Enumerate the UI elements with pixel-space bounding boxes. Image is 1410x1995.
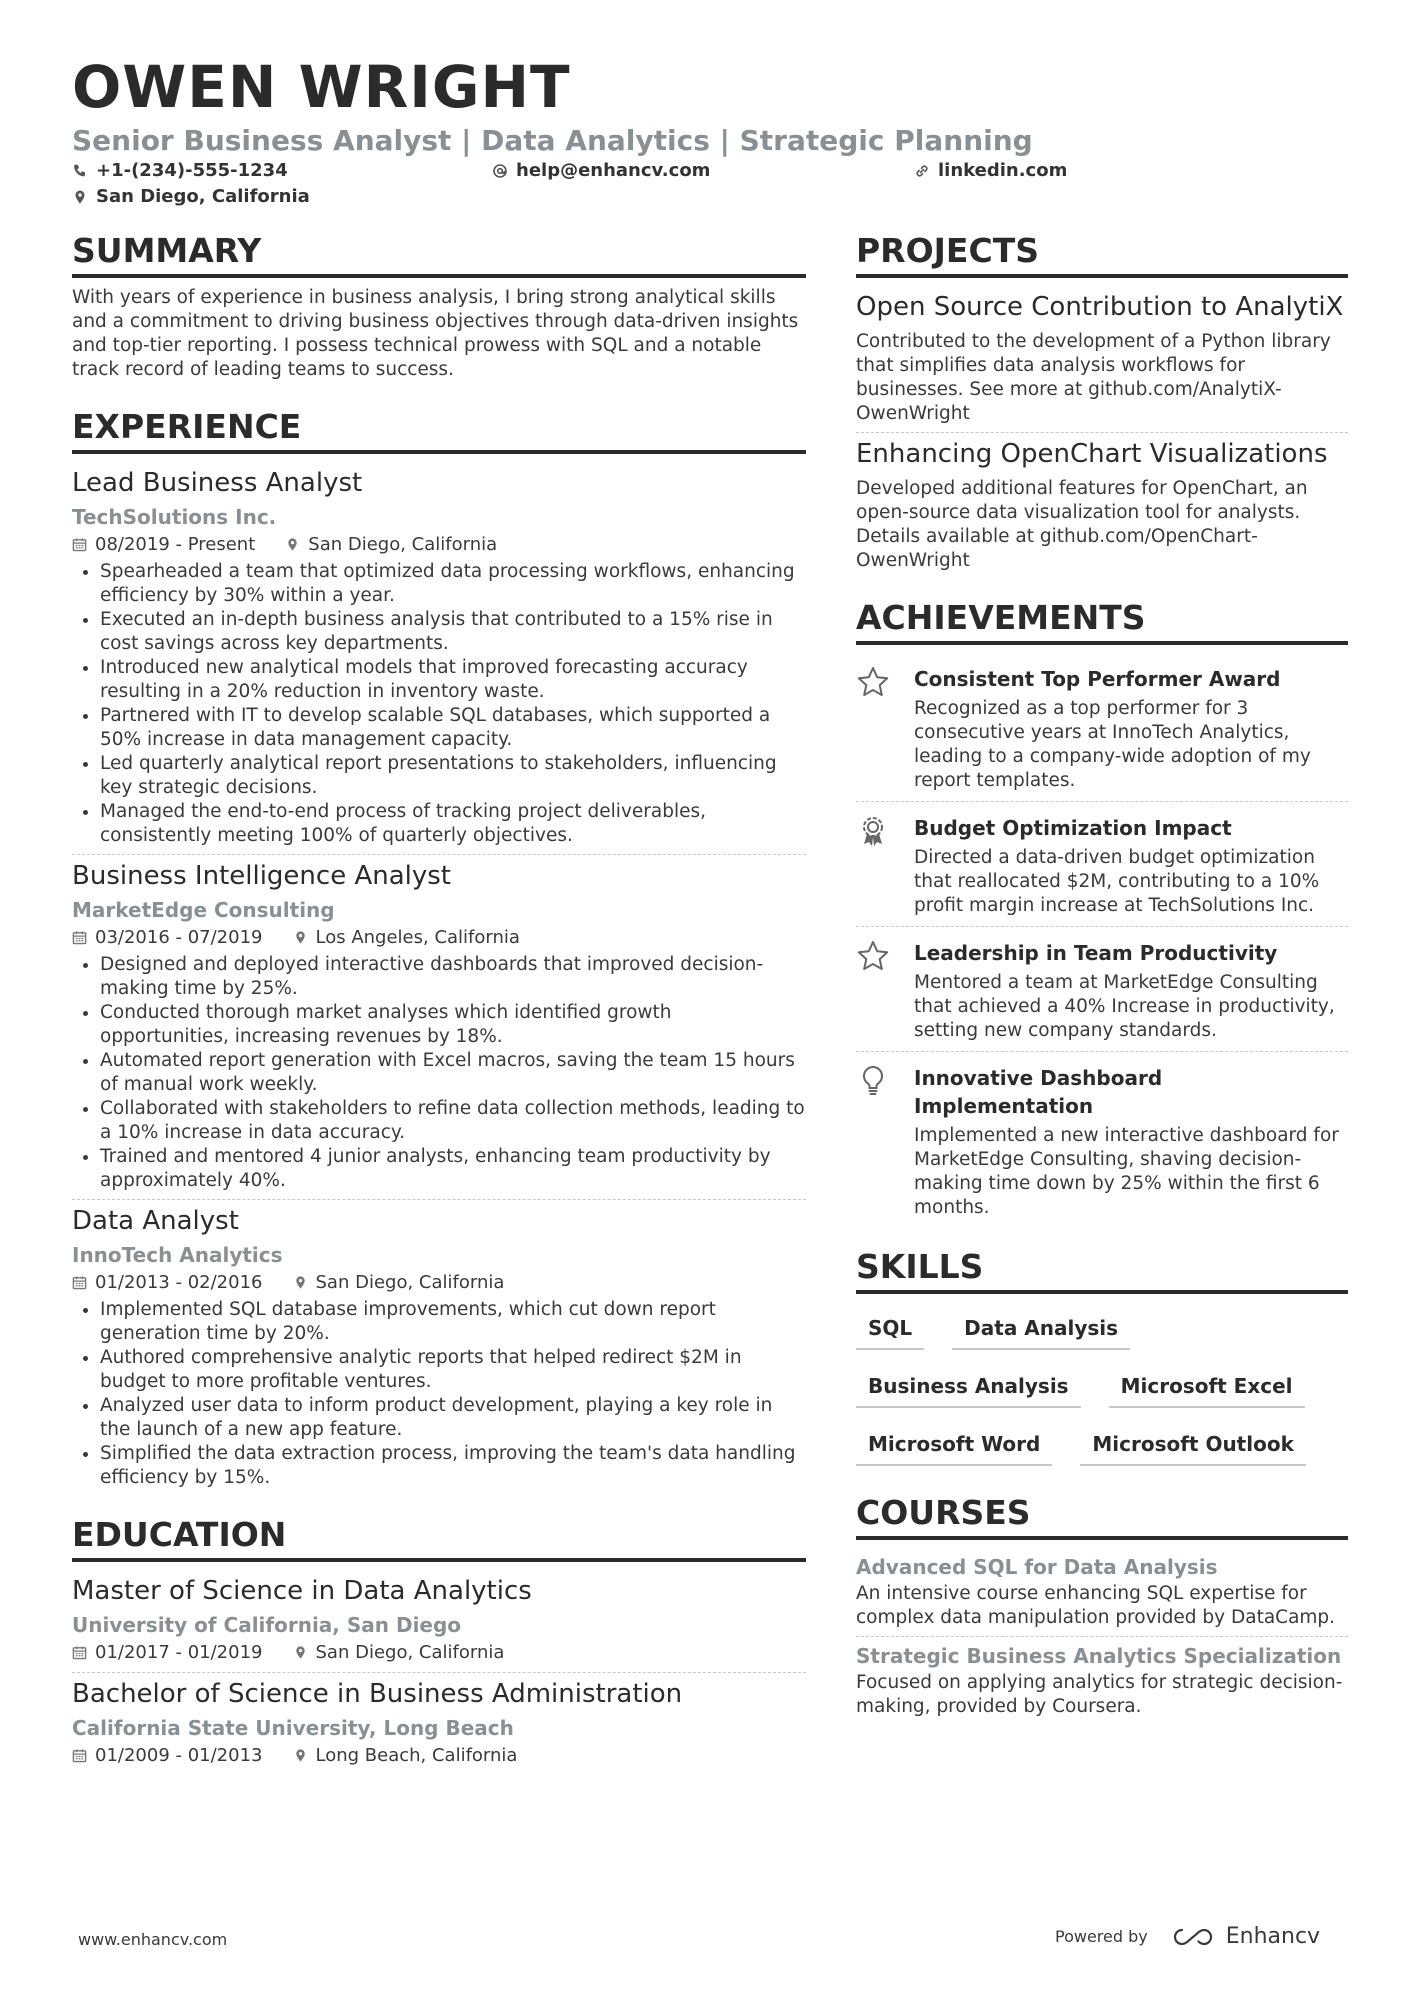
skill-tag: Microsoft Excel [1109, 1366, 1305, 1408]
star-icon [856, 939, 890, 973]
lightbulb-icon [856, 1064, 890, 1098]
job-bullet: • Implemented SQL database improvements, which cut down report generation time by 20%. [100, 1298, 806, 1346]
job-company: InnoTech Analytics [72, 1242, 283, 1267]
job-bullet: • Managed the end-to-end process of tracking project deliverables, consistently meeting 100% of quarterly objectives. [100, 800, 806, 848]
experience-entry [72, 1200, 806, 1496]
achievement-item [856, 802, 1348, 927]
email-text: help@enhancv.com [516, 160, 711, 181]
job-bullet: • Designed and deployed interactive dashboards that improved decision-making time by 25%. [100, 953, 806, 1001]
achievement-body [914, 1064, 1348, 1220]
achievement-title: Budget Optimization Impact [914, 815, 1232, 840]
skill-tag: SQL [856, 1308, 924, 1350]
award-medal-icon [856, 814, 890, 848]
job-dates: 01/2013 - 02/2016 [95, 1271, 263, 1293]
experience-entry [72, 462, 806, 855]
job-location [293, 925, 520, 951]
job-bullets [72, 560, 806, 848]
job-bullet: • Spearheaded a team that optimized data processing workflows, enhancing efficiency by 30% within a year. [100, 560, 806, 608]
education-dates: 01/2017 - 01/2019 [95, 1641, 263, 1663]
footer-powered-by [1055, 1924, 1320, 1949]
achievement-item [856, 1052, 1348, 1228]
summary-text: With years of experience in business analysis, I bring strong analytical skills and a commitment to driving business objectives through data-driven insights and top-tier reporting. I possess technical prowess with SQL and a notable track record of leading teams to success. [72, 286, 799, 380]
candidate-tagline: Senior Business Analyst | Data Analytics | Strategic Planning [72, 124, 1033, 157]
skill-tag: Microsoft Outlook [1080, 1424, 1306, 1466]
education-section [72, 1516, 806, 1775]
link-icon [914, 163, 930, 179]
job-bullets [72, 1298, 806, 1490]
education-school: University of California, San Diego [72, 1612, 462, 1637]
project-title: Open Source Contribution to AnalytiX [856, 291, 1344, 322]
education-location [293, 1640, 505, 1666]
skill-tag: Business Analysis [856, 1366, 1081, 1408]
achievement-desc: Mentored a team at MarketEdge Consulting that achieved a 40% Increase in productivity, setting new company standards. [914, 971, 1335, 1041]
project-title: Enhancing OpenChart Visualizations [856, 438, 1328, 469]
project-entry [856, 286, 1348, 433]
location-pin-icon [293, 1645, 308, 1660]
education-heading: EDUCATION [72, 1516, 806, 1562]
job-role: Data Analyst [72, 1205, 239, 1236]
left-column [72, 232, 806, 1775]
achievement-body [914, 814, 1348, 918]
skill-tag: Data Analysis [952, 1308, 1130, 1350]
contact-linkedin[interactable] [914, 160, 1067, 181]
course-title: Strategic Business Analytics Specialization [856, 1643, 1342, 1668]
experience-heading: EXPERIENCE [72, 408, 806, 454]
at-icon [492, 163, 508, 179]
education-degree: Master of Science in Data Analytics [72, 1575, 532, 1606]
education-school: California State University, Long Beach [72, 1715, 514, 1740]
job-location-text: San Diego, California [308, 533, 498, 555]
experience-entry [72, 855, 806, 1200]
project-desc: Contributed to the development of a Python library that simplifies data analysis workflows for businesses. See more at github.com/AnalytiX-OwenWright [856, 330, 1331, 424]
project-desc: Developed additional features for OpenChart, an open-source data visualization tool for analysts. Details available at github.com/OpenChart-OwenWright [856, 477, 1308, 571]
job-location [285, 532, 497, 558]
job-company: MarketEdge Consulting [72, 897, 335, 922]
job-bullet: • Simplified the data extraction process, improving the team's data handling efficiency by 15%. [100, 1442, 806, 1490]
job-location-text: Los Angeles, California [315, 926, 520, 948]
achievement-title: Leadership in Team Productivity [914, 940, 1278, 965]
job-bullet: • Introduced new analytical models that improved forecasting accuracy resulting in a 20% reduction in inventory waste. [100, 656, 806, 704]
location-text: San Diego, California [96, 186, 310, 207]
education-location-text: San Diego, California [315, 1641, 505, 1663]
job-bullet: • Executed an in-depth business analysis that contributed to a 15% rise in cost savings across key departments. [100, 608, 806, 656]
job-meta [72, 532, 806, 558]
job-bullets [72, 953, 806, 1193]
summary-section [72, 232, 806, 382]
candidate-name: OWEN WRIGHT [72, 53, 571, 121]
skills-section [856, 1248, 1348, 1466]
contact-email[interactable] [492, 160, 710, 181]
education-meta [72, 1640, 806, 1666]
achievement-body [914, 665, 1348, 793]
location-pin-icon [285, 537, 300, 552]
job-dates: 08/2019 - Present [95, 533, 256, 555]
course-desc: An intensive course enhancing SQL expertise for complex data manipulation provided by DataCamp. [856, 1582, 1336, 1628]
achievement-desc: Directed a data-driven budget optimization that reallocated $2M, contributing to a 10% profit margin increase at TechSolutions Inc. [914, 846, 1320, 916]
summary-heading: SUMMARY [72, 232, 806, 278]
job-location-text: San Diego, California [315, 1271, 505, 1293]
achievements-heading: ACHIEVEMENTS [856, 599, 1348, 645]
achievement-title: Innovative Dashboard Implementation [914, 1065, 1163, 1118]
job-dates: 03/2016 - 07/2019 [95, 926, 263, 948]
calendar-icon [72, 1645, 87, 1660]
education-entry [72, 1570, 806, 1673]
projects-heading: PROJECTS [856, 232, 1348, 278]
experience-section [72, 408, 806, 1496]
job-meta [72, 925, 806, 951]
job-bullet: • Conducted thorough market analyses which identified growth opportunities, increasing revenues by 18%. [100, 1001, 806, 1049]
job-role: Business Intelligence Analyst [72, 860, 452, 891]
education-location [293, 1743, 518, 1769]
enhancv-logo[interactable] [1170, 1924, 1320, 1949]
job-role: Lead Business Analyst [72, 467, 363, 498]
enhancv-logo-icon [1170, 1926, 1216, 1948]
job-location [293, 1270, 505, 1296]
phone-text: +1-(234)-555-1234 [96, 160, 288, 181]
achievement-icon-wrap [856, 939, 898, 1043]
education-location-text: Long Beach, California [315, 1744, 518, 1766]
course-entry [856, 1548, 1348, 1637]
job-bullet: • Collaborated with stakeholders to refine data collection methods, leading to a 10% increase in data accuracy. [100, 1097, 806, 1145]
calendar-icon [72, 1275, 87, 1290]
education-entry [72, 1673, 806, 1775]
calendar-icon [72, 930, 87, 945]
achievement-icon-wrap [856, 665, 898, 793]
course-title: Advanced SQL for Data Analysis [856, 1554, 1218, 1579]
education-dates: 01/2009 - 01/2013 [95, 1744, 263, 1766]
job-bullet: • Partnered with IT to develop scalable SQL databases, which supported a 50% increase in data management capacity. [100, 704, 806, 752]
achievement-title: Consistent Top Performer Award [914, 666, 1281, 691]
location-pin-icon [72, 189, 88, 205]
job-bullet: • Analyzed user data to inform product development, playing a key role in the launch of a new app feature. [100, 1394, 806, 1442]
skills-heading: SKILLS [856, 1248, 1348, 1294]
location-pin-icon [293, 1748, 308, 1763]
achievement-desc: Recognized as a top performer for 3 consecutive years at InnoTech Analytics, leading to a company-wide adoption of my report templates. [914, 697, 1311, 791]
location-pin-icon [293, 1275, 308, 1290]
right-column [856, 232, 1348, 1725]
job-company: TechSolutions Inc. [72, 504, 277, 529]
education-degree: Bachelor of Science in Business Administration [72, 1678, 683, 1709]
skills-list [856, 1302, 1348, 1466]
job-bullet: • Automated report generation with Excel macros, saving the team 15 hours of manual work weekly. [100, 1049, 806, 1097]
skill-tag: Microsoft Word [856, 1424, 1052, 1466]
achievement-desc: Implemented a new interactive dashboard for MarketEdge Consulting, shaving decision-making time down by 25% within the first 6 months. [914, 1124, 1339, 1218]
star-icon [856, 665, 890, 699]
projects-section [856, 232, 1348, 579]
achievement-icon-wrap [856, 814, 898, 918]
courses-heading: COURSES [856, 1494, 1348, 1540]
courses-section [856, 1494, 1348, 1725]
calendar-icon [72, 1748, 87, 1763]
achievement-item [856, 927, 1348, 1052]
achievements-section [856, 599, 1348, 1228]
footer-website[interactable]: www.enhancv.com [78, 1930, 228, 1949]
job-meta [72, 1270, 806, 1296]
enhancv-logo-text: Enhancv [1225, 1924, 1321, 1949]
course-entry [856, 1637, 1348, 1725]
education-meta [72, 1743, 806, 1769]
powered-by-label: Powered by [1055, 1927, 1148, 1946]
location-pin-icon [293, 930, 308, 945]
calendar-icon [72, 537, 87, 552]
course-desc: Focused on applying analytics for strategic decision-making, provided by Coursera. [856, 1671, 1343, 1717]
phone-icon [72, 163, 88, 179]
job-bullet: • Trained and mentored 4 junior analysts, enhancing team productivity by approximately 40%. [100, 1145, 806, 1193]
contact-phone[interactable] [72, 160, 288, 181]
job-bullet: • Authored comprehensive analytic reports that helped redirect $2M in budget to more profitable ventures. [100, 1346, 806, 1394]
contact-location [72, 186, 310, 207]
achievement-icon-wrap [856, 1064, 898, 1220]
achievement-item [856, 653, 1348, 802]
project-entry [856, 433, 1348, 579]
achievement-body [914, 939, 1348, 1043]
linkedin-text: linkedin.com [938, 160, 1068, 181]
job-bullet: • Led quarterly analytical report presentations to stakeholders, influencing key strategic decisions. [100, 752, 806, 800]
